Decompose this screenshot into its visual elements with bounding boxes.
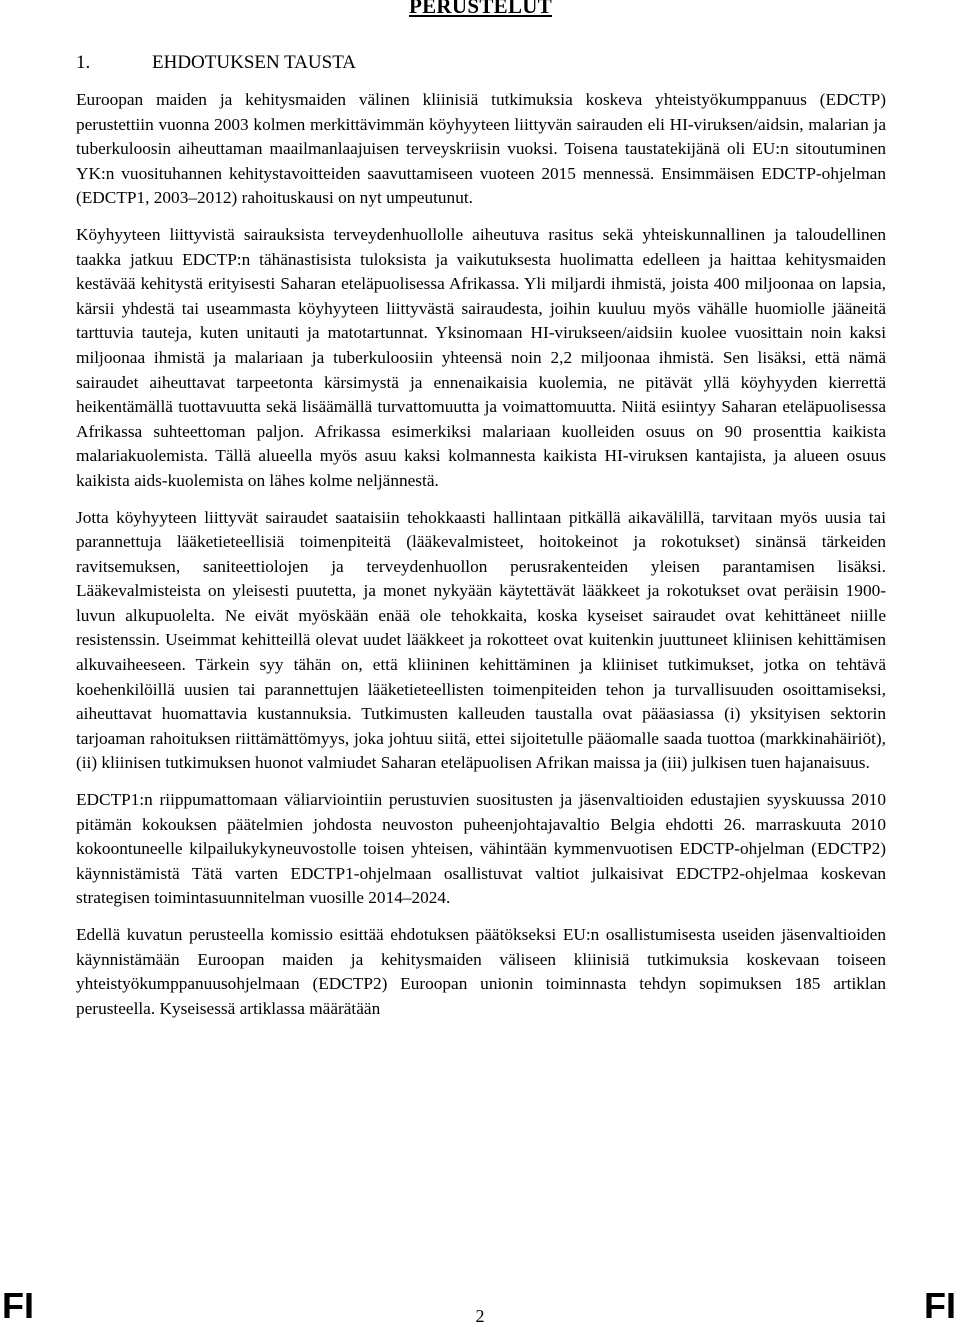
section-heading bbox=[76, 52, 356, 74]
paragraph-edctp2-proposal: EDCTP1:n riippumattomaan väliarviointiin perustuvien suositusten ja jäsenvaltioiden edustajien syyskuussa 2010 pitämän kokouksen päätelmien johdosta neuvoston puheenjohtajavaltio Belgia ehdotti 26. marraskuuta 2010 kokoontuneelle kilpailukykyneuvostolle toisen yhteisen, vähintään kymmenvuotisen EDCTP-ohjelman (EDCTP2) käynnistämistä Tätä varten EDCTP1-ohjelmaan osallistuvat valtiot julkaisivat EDCTP2-ohjelmaa koskevan strategisen toimintasuunnitelman vuosille 2014–2024. bbox=[76, 790, 886, 908]
paragraph-disease-burden: Köyhyyteen liittyvistä sairauksista terveydenhuollolle aiheutuva rasitus sekä yhteiskunnallinen ja taloudellinen taakka jatkuu EDCTP:n tähänastisista tuloksista ja vaikutuksesta huolimatta edelleen ja haittaa kehitysmaiden kestävää kehitystä erityisesti Saharan eteläpuolisessa Afrikassa. Yli miljardi ihmistä, joista 400 miljoonaa on lapsia, kärsii yhdestä tai useammasta köyhyyteen liittyvästä sairaudesta, joihin kuuluu myös vähälle huomiolle jääneitä tarttuvia tauteja, kuten unitauti ja matotartunnat. Yksinomaan HI-virukseen/aidsiin kuolee vuosittain noin kaksi miljoonaa ihmistä ja malariaan ja tuberkuloosiin yhteensä noin 2,2 miljoonaa ihmistä. Sen lisäksi, että nämä sairaudet aiheuttavat tarpeetonta kärsimystä ja ennenaikaisia kuolemia, ne pitävät yllä köyhyyden kierrettä heikentämällä tuottavuutta sekä lisäämällä turvattomuutta ja voimattomuutta. Niitä esiintyy Saharan eteläpuolisessa Afrikassa suhteettoman paljon. Afrikassa esimerkiksi malariaan kuolleiden osuus on 90 prosenttia kaikista malariakuolemista. Tällä alueella myös asuu kaksi kolmannesta kaikista HI-viruksen kantajista, ja alueen osuus kaikista aids-kuolemista on lähes kolme neljännestä. bbox=[76, 224, 886, 490]
footer-language-code-right: FI bbox=[924, 1285, 956, 1326]
paragraph-background-intro: Euroopan maiden ja kehitysmaiden välinen kliinisiä tutkimuksia koskeva yhteistyökumppanuus (EDCTP) perustettiin vuonna 2003 kolmen merkittävimmän köyhyyteen liittyvän sairauden eli HI-viruksen/aidsin, malarian ja tuberkuloosin aiheuttaman maailmanlaajuisen terveyskriisin vuoksi. Toisena taustatekijänä oli EU:n sitoutuminen YK:n vuosituhannen kehitystavoitteiden saavuttamiseen vuoteen 2015 mennessä. Ensimmäisen EDCTP-ohjelman (EDCTP1, 2003–2012) rahoituskausi on nyt umpeutunut. bbox=[76, 90, 886, 208]
paragraph-medical-interventions: Jotta köyhyyteen liittyvät sairaudet saataisiin tehokkaasti hallintaan pitkällä aikavälillä, tarvitaan myös uusia tai parannettuja lääketieteellisiä toimenpiteitä (lääkevalmisteet, hoitokeinot ja rokotukset) sinänsä tärkeiden ravitsemuksen, saniteettiolojen ja terveydenhuollon perusrakenteiden yleisen parantamisen lisäksi. Lääkevalmisteista on yleisesti puutetta, ja monet nykyään käytettävät lääkkeet ja rokotukset ovat peräisin 1900-luvun alkupuolelta. Ne eivät myöskään enää ole tehokkaita, koska kyseiset sairaudet ovat kehittäneet niille resistenssin. Useimmat kehitteillä olevat uudet lääkkeet ja rokotteet ovat kuitenkin juuttuneet kliinisen kehittämisen alkuvaiheeseen. Tärkein syy tähän on, että kliininen kehittäminen ja kliiniset tutkimukset, jotka on tehtävä koehenkilöillä uusien tai parannettujen lääketieteellisten toimenpiteiden tehon ja turvallisuuden osoittamiseksi, aiheuttavat huomattavia kustannuksia. Tutkimusten kalleuden taustalla ovat pääasiassa (i) yksityisen sektorin tarjoaman rahoituksen riittämättömyys, joka johtuu siitä, ettei sijoitetulle pääomalle saada tuottoa (markkinahäiriöt), (ii) kliinisen tutkimuksen huonot valmiudet Saharan eteläpuolisen Afrikan maissa ja (iii) julkisen tuen hajanaisuus. bbox=[76, 507, 886, 773]
footer-language-code-left: FI bbox=[2, 1285, 34, 1326]
section-title: EHDOTUKSEN TAUSTA bbox=[152, 52, 357, 73]
page-number: 2 bbox=[475, 1306, 485, 1326]
document-type-label: PERUSTELUT bbox=[409, 0, 553, 18]
section-number: 1. bbox=[76, 52, 91, 73]
document-body bbox=[76, 88, 886, 1033]
paragraph-commission-proposal: Edellä kuvatun perusteella komissio esittää ehdotuksen päätökseksi EU:n osallistumisesta useiden jäsenvaltioiden käynnistämään Euroopan maiden ja kehitysmaiden väliseen kliinisiä tutkimuksia koskevaan toiseen yhteistyökumppanuusohjelmaan (EDCTP2) Euroopan unionin toiminnasta tehdyn sopimuksen 185 artiklan perusteella. Kyseisessä artiklassa määrätään bbox=[76, 925, 886, 1018]
